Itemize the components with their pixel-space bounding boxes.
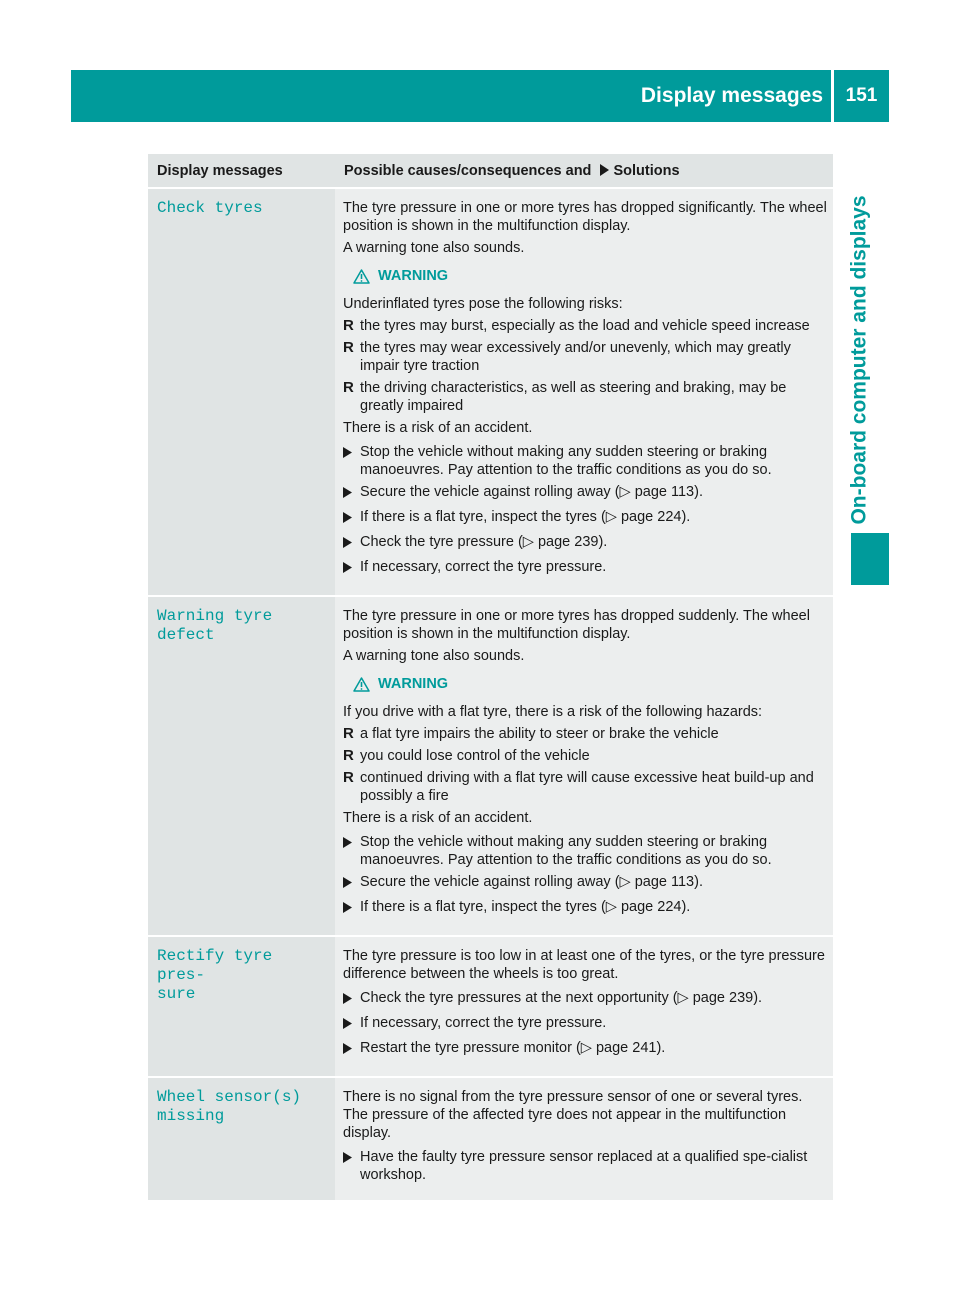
action-step (343, 558, 827, 579)
risk-bullet-text: the tyres may burst, especially as the load and vehicle speed increase (360, 318, 810, 334)
warning-heading (343, 675, 827, 693)
action-arrow-icon (343, 1043, 352, 1054)
table-row (148, 1077, 833, 1201)
risk-intro: If you drive with a flat tyre, there is a risk of the following hazards: (343, 704, 763, 720)
message-cell (148, 188, 335, 596)
display-message-code: Warning tyre defect (157, 607, 273, 644)
action-step-marker (343, 898, 360, 919)
action-arrow-icon (343, 562, 352, 573)
action-step-marker (343, 533, 360, 554)
risk-bullet-text: a flat tyre impairs the ability to steer or brake the vehicle (360, 726, 719, 742)
warning-heading (343, 267, 827, 285)
action-step-text: Secure the vehicle against rolling away (▷ page 113). (360, 874, 703, 890)
action-step-marker (343, 483, 360, 504)
table-row (148, 936, 833, 1077)
bullet-marker: R (343, 379, 354, 396)
risk-bullet (343, 769, 827, 805)
action-arrow-icon (343, 837, 352, 848)
action-step (343, 833, 827, 869)
action-step-text: Stop the vehicle without making any sudden steering or braking manoeuvres. Pay attention to the traffic conditions as you do so. (360, 834, 772, 868)
action-step-marker (343, 558, 360, 579)
action-step (343, 533, 827, 554)
description-text: A warning tone also sounds. (343, 648, 525, 664)
causes-cell (335, 188, 833, 596)
warning-label: WARNING (378, 268, 449, 284)
action-step-text: Secure the vehicle against rolling away (▷ page 113). (360, 484, 703, 500)
action-step-marker (343, 443, 360, 479)
action-arrow-icon (343, 512, 352, 523)
risk-bullet-text: you could lose control of the vehicle (360, 748, 590, 764)
action-step-text: If there is a flat tyre, inspect the tyres (▷ page 224). (360, 899, 691, 915)
description-text: There is no signal from the tyre pressure sensor of one or several tyres. The pressure of the affected tyre does not appear in the multifunction display. (343, 1089, 803, 1141)
causes-cell (335, 1077, 833, 1201)
action-step-text: Have the faulty tyre pressure sensor replaced at a qualified spe-cialist workshop. (360, 1149, 808, 1183)
side-tab (840, 140, 880, 580)
side-tab-marker (851, 533, 889, 585)
side-tab-label: On-board computer and displays (848, 195, 871, 525)
table-row (148, 188, 833, 596)
page-number: 151 (845, 85, 878, 106)
action-step-text: Check the tyre pressures at the next opportunity (▷ page 239). (360, 990, 763, 1006)
page-header (71, 70, 889, 122)
action-step (343, 989, 827, 1010)
action-step (343, 1148, 827, 1184)
action-arrow-icon (343, 993, 352, 1004)
action-step-text: Check the tyre pressure (▷ page 239). (360, 534, 608, 550)
action-step (343, 1014, 827, 1035)
action-arrow-icon (343, 902, 352, 913)
action-step-text: If there is a flat tyre, inspect the tyres (▷ page 224). (360, 509, 691, 525)
action-arrow-icon (343, 447, 352, 458)
bullet-marker: R (343, 725, 354, 742)
action-step-text: If necessary, correct the tyre pressure. (360, 1015, 607, 1031)
action-step (343, 873, 827, 894)
action-step-marker (343, 1014, 360, 1035)
risk-bullet (343, 747, 827, 765)
risk-outro: There is a risk of an accident. (343, 420, 533, 436)
risk-bullet-text: the tyres may wear excessively and/or unevenly, which may greatly impair tyre traction (360, 340, 791, 374)
bullet-marker: R (343, 339, 354, 356)
header-title: Display messages (640, 84, 823, 107)
action-arrow-icon (343, 1018, 352, 1029)
display-message-code: Wheel sensor(s) missing (157, 1088, 302, 1125)
display-message-code: Rectify tyre pres‐ sure (157, 947, 273, 1003)
bullet-marker: R (343, 769, 354, 786)
display-message-code: Check tyres (157, 199, 263, 217)
risk-intro: Underinflated tyres pose the following risks: (343, 296, 623, 312)
risk-bullet-text: continued driving with a flat tyre will cause excessive heat build-up and possibly a fire (360, 770, 814, 804)
risk-bullet (343, 725, 827, 743)
message-cell (148, 1077, 335, 1201)
table-row (148, 596, 833, 936)
display-messages-table (148, 154, 833, 1202)
action-step-marker (343, 1039, 360, 1060)
message-cell (148, 936, 335, 1077)
arrow-right-icon (599, 164, 610, 176)
warning-label: WARNING (378, 676, 449, 692)
action-step-text: If necessary, correct the tyre pressure. (360, 559, 607, 575)
bullet-marker: R (343, 317, 354, 334)
action-step-marker (343, 508, 360, 529)
action-step-text: Stop the vehicle without making any sudden steering or braking manoeuvres. Pay attention to the traffic conditions as you do so. (360, 444, 772, 478)
causes-cell (335, 936, 833, 1077)
warning-triangle-icon (353, 677, 370, 692)
risk-bullet (343, 339, 827, 375)
action-step (343, 508, 827, 529)
action-arrow-icon (343, 877, 352, 888)
action-arrow-icon (343, 1152, 352, 1163)
action-step-marker (343, 989, 360, 1010)
table-header-row (148, 154, 833, 188)
action-step (343, 1039, 827, 1060)
action-step-marker (343, 873, 360, 894)
description-text: The tyre pressure in one or more tyres has dropped suddenly. The wheel position is shown in the multifunction display. (343, 608, 810, 642)
action-step (343, 443, 827, 479)
risk-bullet-text: the driving characteristics, as well as steering and braking, may be greatly impaired (360, 380, 787, 414)
column-header-causes (335, 154, 833, 188)
action-step (343, 898, 827, 919)
bullet-marker: R (343, 747, 354, 764)
action-arrow-icon (343, 537, 352, 548)
warning-triangle-icon (353, 269, 370, 284)
description-text: The tyre pressure in one or more tyres has dropped significantly. The wheel position is shown in the multifunction display. (343, 200, 827, 234)
action-arrow-icon (343, 487, 352, 498)
column-header-causes-text: Possible causes/consequences and (344, 163, 592, 179)
action-step-marker (343, 833, 360, 869)
description-text: A warning tone also sounds. (343, 240, 525, 256)
column-header-messages: Display messages (148, 154, 335, 188)
action-step-marker (343, 1148, 360, 1184)
risk-outro: There is a risk of an accident. (343, 810, 533, 826)
causes-cell (335, 596, 833, 936)
column-header-solutions-text: Solutions (613, 163, 680, 179)
description-text: The tyre pressure is too low in at least one of the tyres, or the tyre pressure difference between the wheels is too great. (343, 948, 825, 982)
action-step-text: Restart the tyre pressure monitor (▷ page 241). (360, 1040, 666, 1056)
message-cell (148, 596, 335, 936)
risk-bullet (343, 317, 827, 335)
action-step (343, 483, 827, 504)
risk-bullet (343, 379, 827, 415)
